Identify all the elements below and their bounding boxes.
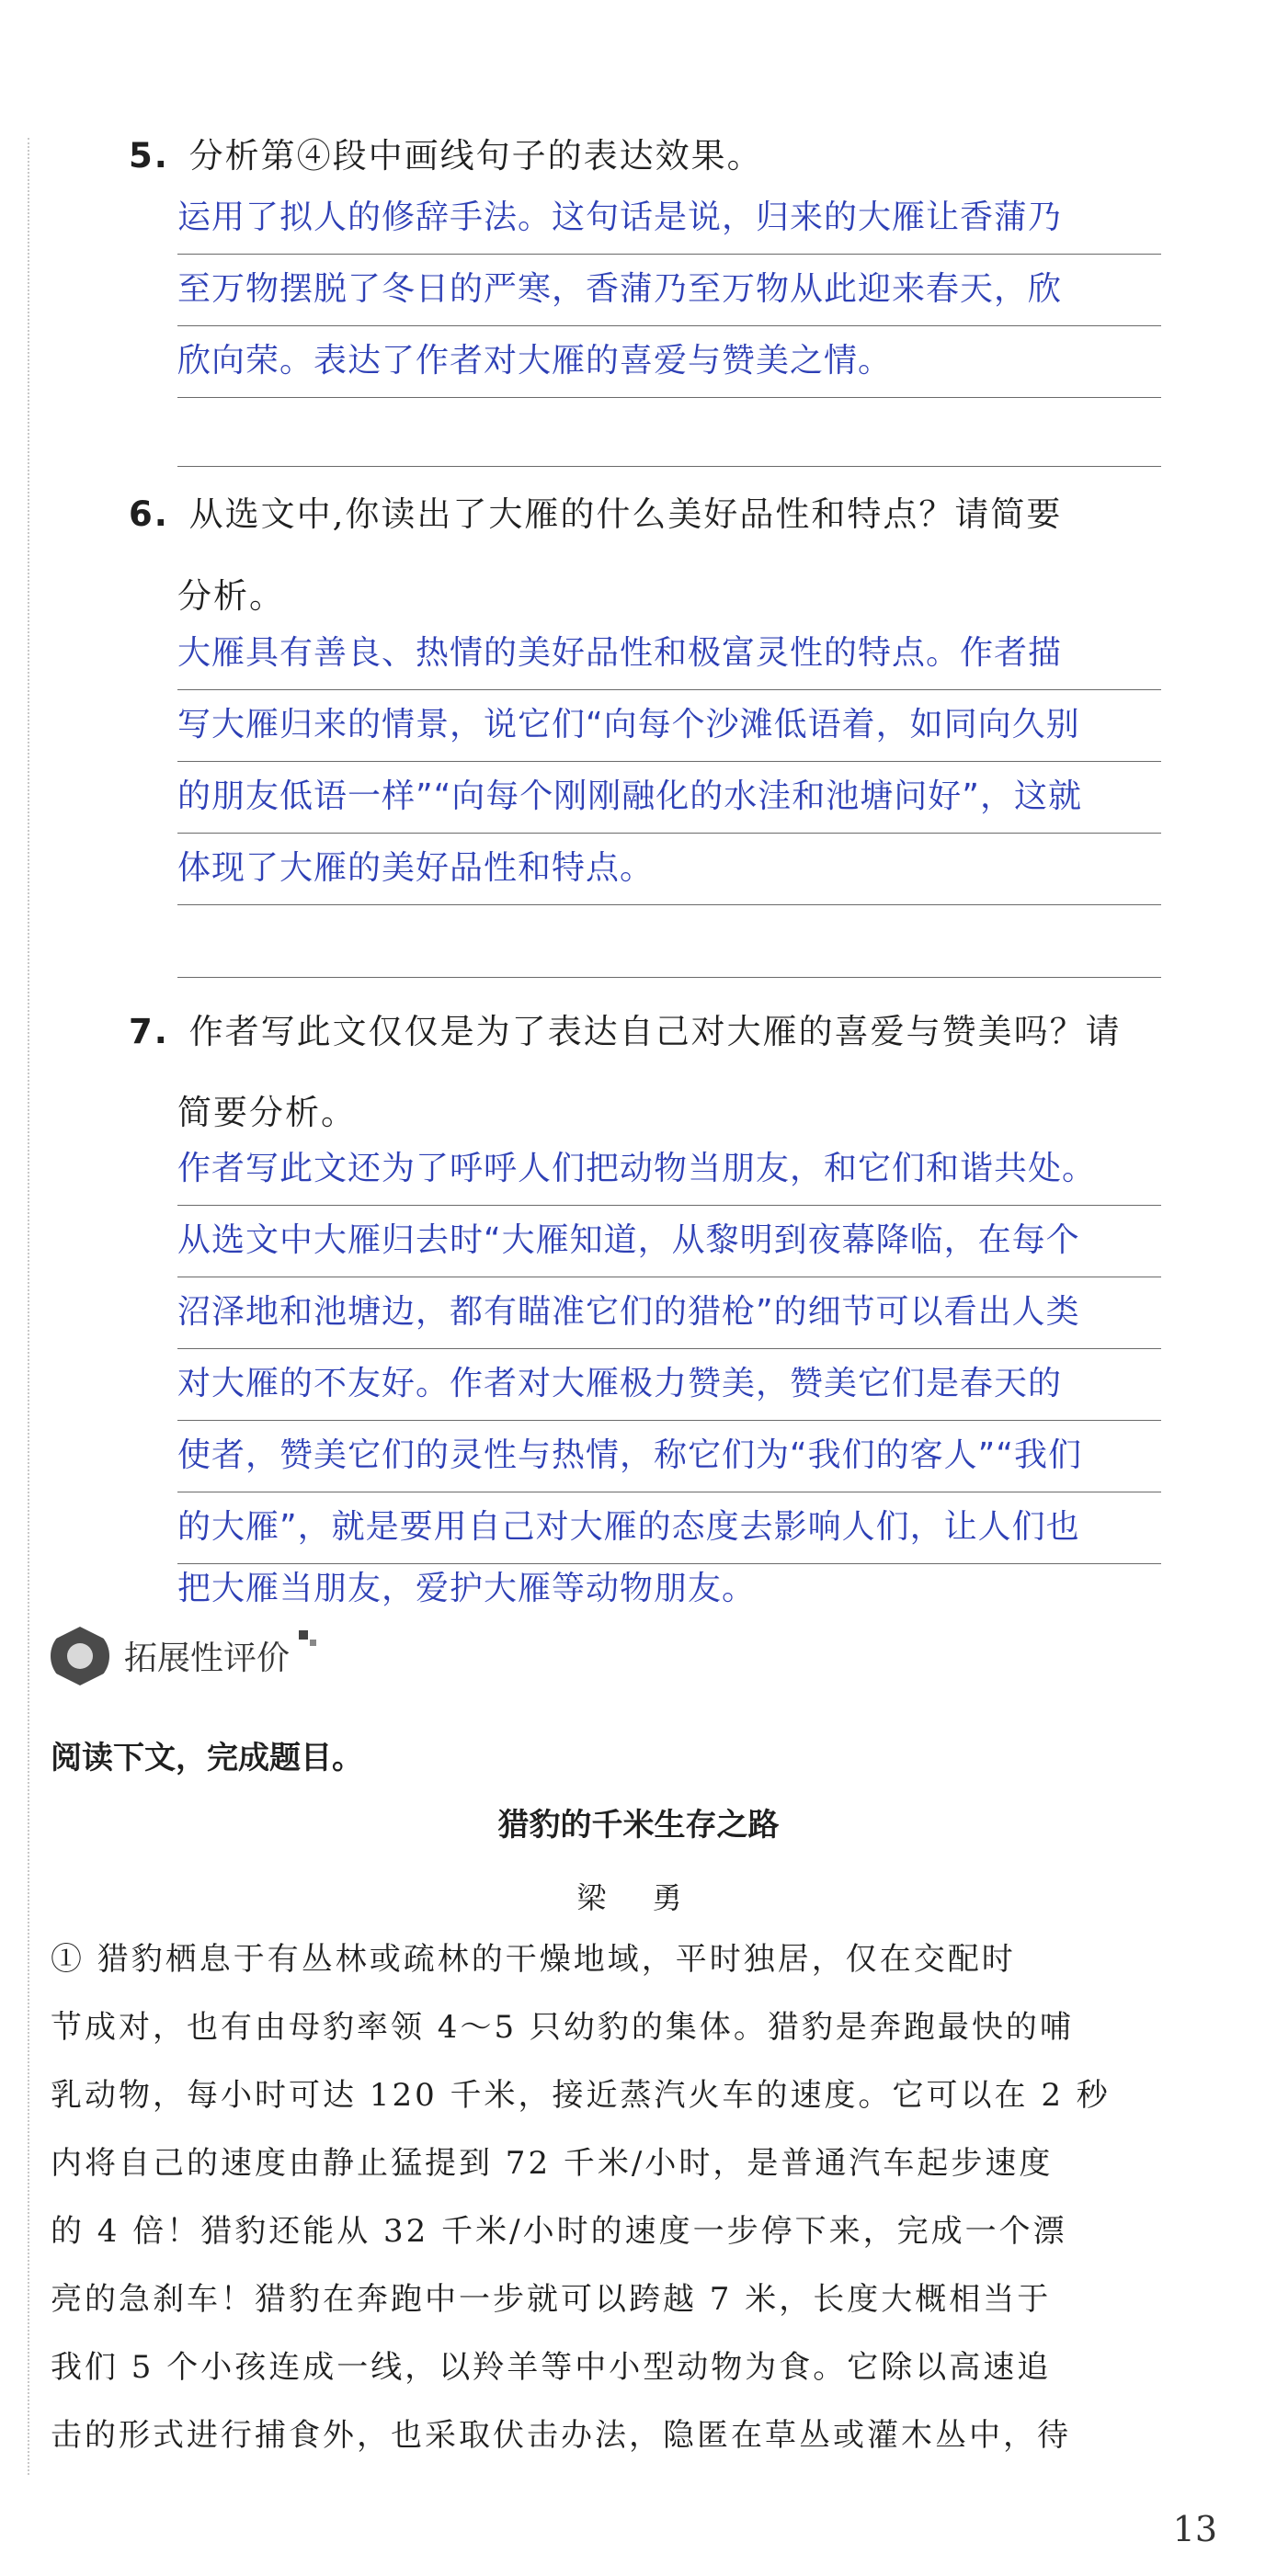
answer-line: 的朋友低语一样”“向每个刚刚融化的水洼和池塘问好”，这就 [177, 761, 1161, 834]
question-number: 6. [129, 494, 169, 534]
answer-line: 沼泽地和池塘边，都有瞄准它们的猎枪”的细节可以看出人类 [177, 1277, 1161, 1349]
paragraph-line: 我们 5 个小孩连成一线，以羚羊等中小型动物为食。它除以高速追 [51, 2349, 1052, 2386]
question-number: 5. [129, 136, 169, 176]
answer-line: 对大雁的不友好。作者对大雁极力赞美，赞美它们是春天的 [177, 1348, 1161, 1421]
paragraph-line: 节成对，也有由母豹率领 4～5 只幼豹的集体。猎豹是奔跑最快的哺 [51, 2009, 1074, 2046]
answer-line: 大雁具有善良、热情的美好品性和极富灵性的特点。作者描 [177, 618, 1161, 690]
answer-line: 的大雁”，就是要用自己对大雁的态度去影响人们，让人们也 [177, 1492, 1161, 1564]
paragraph-line: ① 猎豹栖息于有丛林或疏林的干燥地域，平时独居，仅在交配时 [51, 1941, 1016, 1978]
binding-margin-rule [28, 138, 29, 2475]
article-paragraph [51, 1925, 1163, 2469]
paragraph-line: 亮的急刹车！猎豹在奔跑中一步就可以跨越 7 米，长度大概相当于 [51, 2281, 1052, 2318]
decor-square [299, 1630, 308, 1640]
answer-line: 使者，赞美它们的灵性与热情，称它们为“我们的客人”“我们 [177, 1420, 1161, 1492]
answer-line: 作者写此文还为了呼呼人们把动物当朋友，和它们和谐共处。 [177, 1133, 1161, 1206]
question-text-continued: 分析。 [177, 576, 285, 616]
decor-square [310, 1640, 316, 1646]
paragraph-line: 乳动物，每小时可达 120 千米，接近蒸汽火车的速度。它可以在 2 秒 [51, 2077, 1111, 2114]
question-number: 7. [129, 1012, 169, 1051]
section-label: 拓展性评价 [124, 1640, 291, 1677]
question-text: 作者写此文仅仅是为了表达自己对大雁的喜爱与赞美吗？请 [188, 1012, 1122, 1051]
reading-instruction: 阅读下文，完成题目。 [51, 1740, 363, 1776]
question-text: 分析第④段中画线句子的表达效果。 [188, 136, 763, 176]
article-title: 猎豹的千米生存之路 [497, 1807, 780, 1844]
answer-line: 从选文中大雁归去时“大雁知道，从黎明到夜幕降临，在每个 [177, 1205, 1161, 1277]
blank-answer-line [177, 977, 1161, 978]
answer-line: 运用了拟人的修辞手法。这句话是说，归来的大雁让香蒲乃 [177, 182, 1161, 255]
question-7 [129, 995, 1168, 1069]
blank-answer-line [177, 466, 1161, 467]
head-icon [51, 1627, 109, 1685]
paragraph-line: 内将自己的速度由静止猛提到 72 千米/小时，是普通汽车起步速度 [51, 2145, 1054, 2182]
paragraph-line: 击的形式进行捕食外，也采取伏击办法，隐匿在草丛或灌木丛中，待 [51, 2417, 1071, 2454]
paragraph-line: 的 4 倍！猎豹还能从 32 千米/小时的速度一步停下来，完成一个漂 [51, 2213, 1067, 2250]
answer-line: 欣向荣。表达了作者对大雁的喜爱与赞美之情。 [177, 325, 1161, 398]
answer-line: 至万物摆脱了冬日的严寒，香蒲乃至万物从此迎来春天，欣 [177, 254, 1161, 326]
answer-line: 写大雁归来的情景，说它们“向每个沙滩低语着，如同向久别 [177, 689, 1161, 762]
answer-line: 体现了大雁的美好品性和特点。 [177, 833, 1161, 905]
page-number: 13 [1172, 2509, 1217, 2549]
question-text: 从选文中,你读出了大雁的什么美好品性和特点？请简要 [188, 494, 1063, 534]
section-heading [51, 1625, 326, 1689]
answer-line: 把大雁当朋友，爱护大雁等动物朋友。 [177, 1570, 757, 1607]
question-text-continued: 简要分析。 [177, 1093, 357, 1132]
article-author: 梁 勇 [576, 1880, 701, 1915]
question-6 [129, 478, 1168, 551]
